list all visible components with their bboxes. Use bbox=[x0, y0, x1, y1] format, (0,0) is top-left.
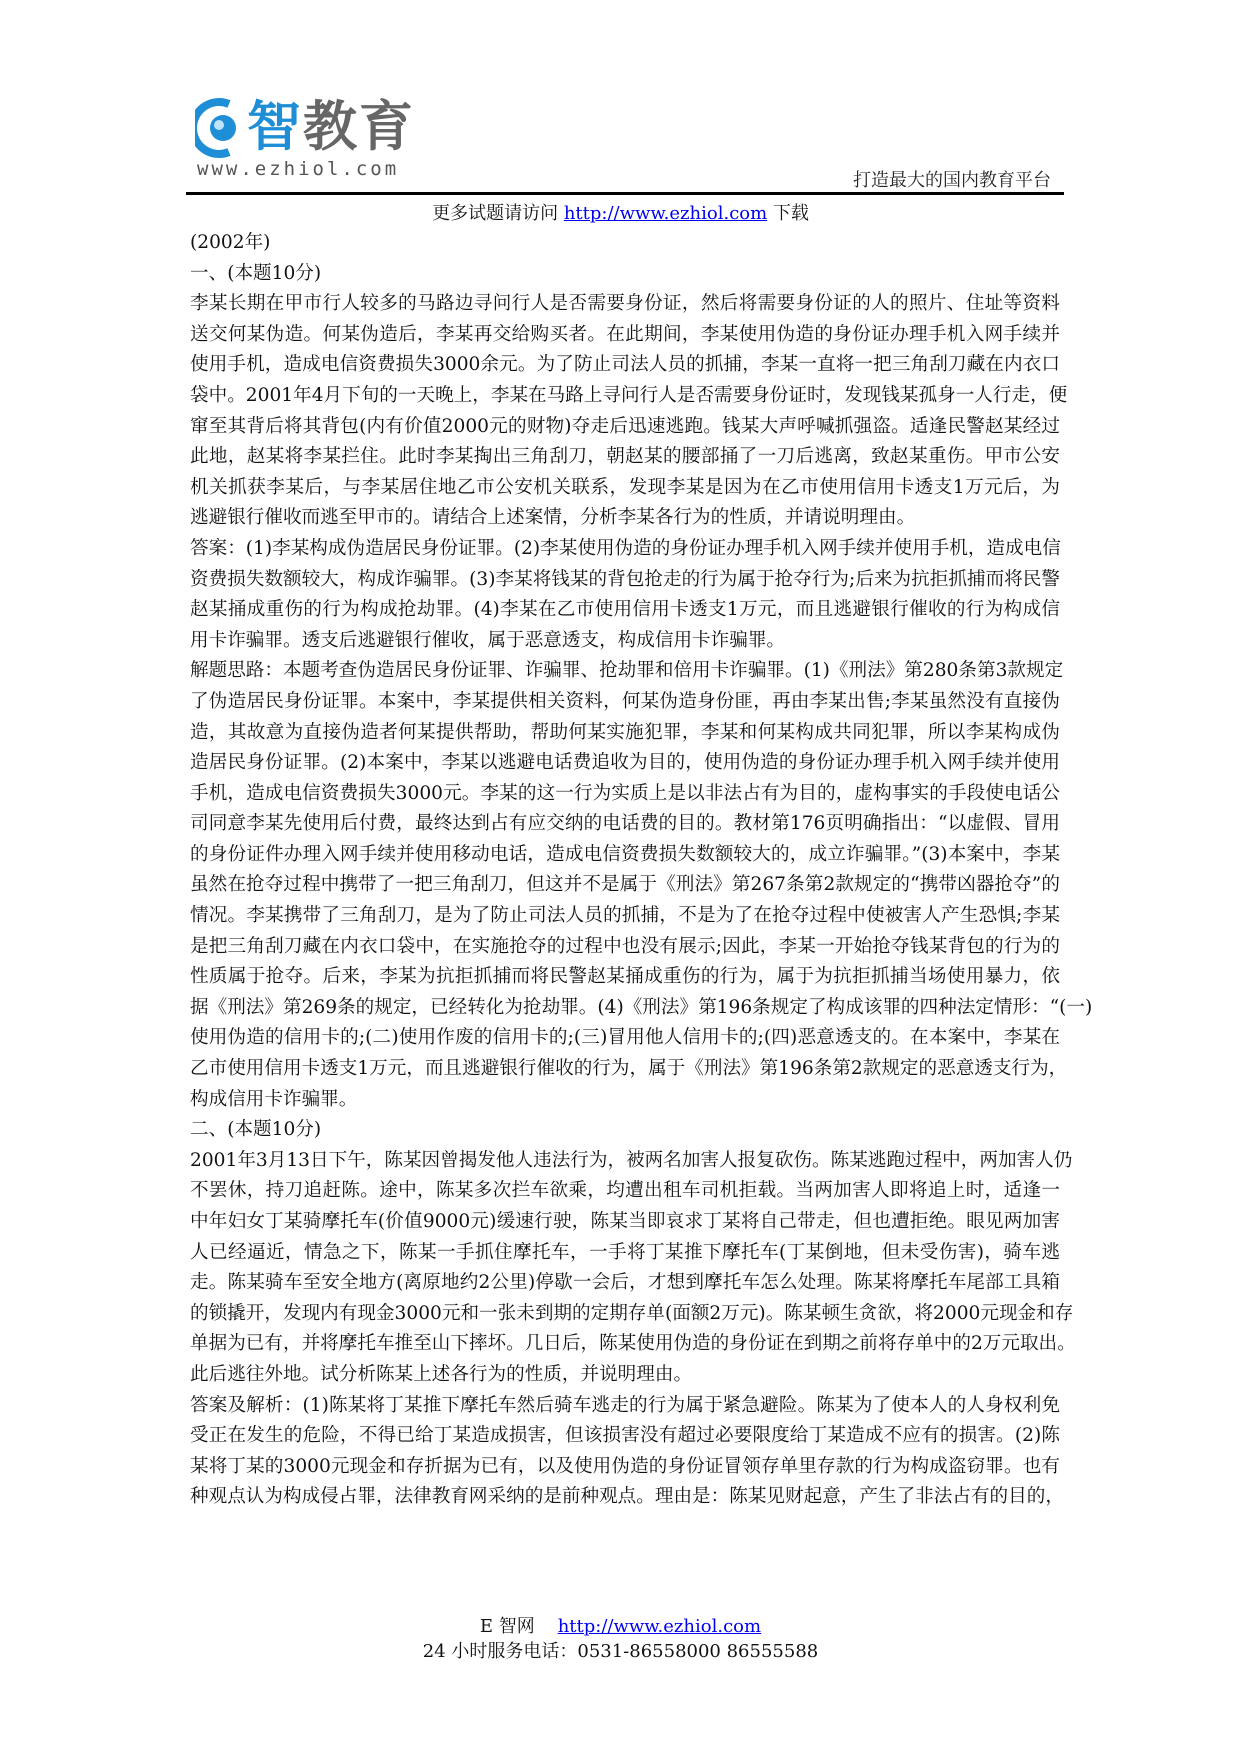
text-line: 此地，赵某将李某拦住。此时李某掏出三角刮刀，朝赵某的腰部捅了一刀后逃离，致赵某重伤。甲市公安 bbox=[190, 446, 1060, 468]
text-line: 构成信用卡诈骗罪。 bbox=[190, 1088, 358, 1110]
text-line: 走。陈某骑车至安全地方(离原地约2公里)停歇一会后，才想到摩托车怎么处理。陈某将摩托车尾部工具箱 bbox=[190, 1272, 1060, 1294]
header-divider bbox=[186, 192, 1064, 195]
document-body bbox=[190, 228, 1093, 1513]
text-line: 机关抓获李某后，与李某居住地乙市公安机关联系，发现李某是因为在乙市使用信用卡透支1万元后，为 bbox=[190, 476, 1060, 498]
slogan: 打造最大的国内教育平台 bbox=[853, 170, 1051, 191]
footer-site-link[interactable]: http://www.ezhiol.com bbox=[557, 1616, 762, 1637]
text-line: 单据为已有，并将摩托车推至山下摔坏。几日后，陈某使用伪造的身份证在到期之前将存单中的2万元取出。 bbox=[190, 1333, 1076, 1355]
text-line: 答案及解析：(1)陈某将丁某推下摩托车然后骑车逃走的行为属于紧急避险。陈某为了使本人的人身权利免 bbox=[190, 1394, 1060, 1416]
text-line: 性质属于抢夺。后来，李某为抗拒抓捕而将民警赵某捅成重伤的行为，属于为抗拒抓捕当场使用暴力，依 bbox=[190, 966, 1060, 988]
footer-phone: 24 小时服务电话：0531-86558000 86555588 bbox=[422, 1641, 819, 1662]
paragraph bbox=[190, 259, 1060, 290]
text-line: 的锁撬开，发现内有现金3000元和一张未到期的定期存单(面额2万元)。陈某顿生贪欲，将2000元现金和存 bbox=[190, 1302, 1074, 1324]
text-line: 种观点认为构成侵占罪，法律教育网采纳的是前种观点。理由是：陈某见财起意，产生了非法占有的目的， bbox=[190, 1486, 1064, 1508]
footer-site-name: E 智网 bbox=[479, 1616, 535, 1637]
text-line: 窜至其背后将其背包(内有价值2000元的财物)夺走后迅速逃跑。钱某大声呼喊抓强盗。适逢民警赵某经过 bbox=[190, 415, 1060, 437]
text-line: 解题思路：本题考查伪造居民身份证罪、诈骗罪、抢劫罪和倍用卡诈骗罪。(1)《刑法》第280条第3款规定 bbox=[190, 660, 1064, 682]
text-line: 造居民身份证罪。(2)本案中，李某以逃避电话费追收为目的，使用伪造的身份证办理手机入网手续并使用 bbox=[190, 752, 1060, 774]
text-line: 情况。李某携带了三角刮刀，是为了防止司法人员的抓捕，不是为了在抢夺过程中使被害人产生恐惧;李某 bbox=[190, 905, 1060, 927]
text-line: 虽然在抢夺过程中携带了一把三角刮刀，但这并不是属于《刑法》第267条第2款规定的“携带凶器抢夺”的 bbox=[190, 874, 1060, 896]
paragraph bbox=[190, 656, 1093, 1115]
text-line: 二、(本题10分) bbox=[190, 1119, 322, 1141]
text-line: 司同意李某先使用后付费，最终达到占有应交纳的电话费的目的。教材第176页明确指出：“以虚假、冒用 bbox=[190, 813, 1060, 835]
text-line: 使用手机，造成电信资费损失3000余元。为了防止司法人员的抓捕，李某一直将一把三角刮刀藏在内衣口 bbox=[190, 354, 1060, 376]
text-line: 2001年3月13日下午，陈某因曾揭发他人违法行为，被两名加害人报复砍伤。陈某逃跑过程中，两加害人仍 bbox=[190, 1149, 1073, 1171]
text-line: 的身份证件办理入网手续并使用移动电话，造成电信资费损失数额较大的，成立诈骗罪。”(3)本案中，李某 bbox=[190, 843, 1060, 865]
paragraph bbox=[190, 1146, 1076, 1391]
more-questions-line bbox=[0, 199, 1241, 225]
text-line: 据《刑法》第269条的规定，已经转化为抢劫罪。(4)《刑法》第196条规定了构成该罪的四种法定情形：“(一) bbox=[190, 996, 1093, 1018]
text-line: 是把三角刮刀藏在内衣口袋中，在实施抢夺的过程中也没有展示;因此，李某一开始抢夺钱某背包的行为的 bbox=[190, 935, 1060, 957]
ezhiol-logo bbox=[195, 92, 425, 182]
text-line: 此后逃往外地。试分析陈某上述各行为的性质，并说明理由。 bbox=[190, 1363, 693, 1385]
text-line: 中年妇女丁某骑摩托车(价值9000元)缓速行驶，陈某当即哀求丁某将自己带走，但也遭拒绝。眼见两加害 bbox=[190, 1211, 1060, 1232]
logo-text: 智教育 bbox=[247, 95, 415, 158]
text-line: 李某长期在甲市行人较多的马路边寻问行人是否需要身份证，然后将需要身份证的人的照片、住址等资料 bbox=[190, 293, 1060, 315]
text-line: 手机，造成电信资费损失3000元。李某的这一行为实质上是以非法占有为目的，虚构事实的手段使电话公 bbox=[190, 782, 1060, 804]
paragraph bbox=[190, 1391, 1064, 1513]
logo-swirl-icon bbox=[195, 98, 247, 158]
paragraph bbox=[190, 534, 1060, 656]
more-suffix: 下载 bbox=[772, 203, 809, 224]
text-line: 资费损失数额较大，构成诈骗罪。(3)李某将钱某的背包抢走的行为属于抢夺行为;后来为抗拒抓捕而将民警 bbox=[190, 568, 1060, 590]
text-line: 某将丁某的3000元现金和存折据为已有，以及使用伪造的身份证冒领存单里存款的行为构成盗窃罪。也有 bbox=[190, 1455, 1060, 1477]
paragraph bbox=[190, 289, 1068, 534]
paragraph bbox=[190, 1115, 1060, 1146]
paragraph bbox=[190, 228, 1060, 259]
text-line: 用卡诈骗罪。透支后逃避银行催收，属于恶意透支，构成信用卡诈骗罪。 bbox=[190, 629, 786, 651]
text-line: 受正在发生的危险，不得已给丁某造成损害，但该损害没有超过必要限度给丁某造成不应有的损害。(2)陈 bbox=[190, 1425, 1060, 1447]
logo-url: www.ezhiol.com bbox=[197, 158, 400, 180]
site-link[interactable]: http://www.ezhiol.com bbox=[563, 203, 768, 224]
text-line: 不罢休，持刀追赶陈。途中，陈某多次拦车欲乘，均遭出租车司机拒载。当两加害人即将追上时，适逢一 bbox=[190, 1180, 1060, 1202]
text-line: (2002年) bbox=[190, 232, 271, 253]
text-line: 赵某捅成重伤的行为构成抢劫罪。(4)李某在乙市使用信用卡透支1万元，而且逃避银行催收的行为构成信 bbox=[190, 599, 1060, 621]
footer bbox=[0, 1614, 1241, 1664]
text-line: 答案：(1)李某构成伪造居民身份证罪。(2)李某使用伪造的身份证办理手机入网手续并使用手机，造成电信 bbox=[190, 537, 1061, 559]
text-line: 了伪造居民身份证罪。本案中，李某提供相关资料，何某伪造身份匪，再由李某出售;李某虽然没有直接伪 bbox=[190, 690, 1060, 712]
text-line: 造，其故意为直接伪造者何某提供帮助，帮助何某实施犯罪，李某和何某构成共同犯罪，所以李某构成伪 bbox=[190, 721, 1060, 743]
text-line: 送交何某伪造。何某伪造后，李某再交给购买者。在此期间，李某使用伪造的身份证办理手机入网手续并 bbox=[190, 323, 1060, 345]
more-prefix: 更多试题请访问 bbox=[432, 203, 559, 224]
text-line: 使用伪造的信用卡的;(二)使用作废的信用卡的;(三)冒用他人信用卡的;(四)恶意透支的。在本案中，李某在 bbox=[190, 1027, 1060, 1049]
text-line: 一、(本题10分) bbox=[190, 262, 322, 284]
text-line: 袋中。2001年4月下旬的一天晚上，李某在马路上寻问行人是否需要身份证时，发现钱某孤身一人行走，便 bbox=[190, 384, 1068, 406]
text-line: 逃避银行催收而逃至甲市的。请结合上述案情，分析李某各行为的性质，并请说明理由。 bbox=[190, 507, 916, 529]
text-line: 乙市使用信用卡透支1万元，而且逃避银行催收的行为，属于《刑法》第196条第2款规定的恶意透支行为， bbox=[190, 1058, 1068, 1080]
text-line: 人已经逼近，情急之下，陈某一手抓住摩托车，一手将丁某推下摩托车(丁某倒地，但未受伤害)，骑车逃 bbox=[190, 1241, 1060, 1263]
